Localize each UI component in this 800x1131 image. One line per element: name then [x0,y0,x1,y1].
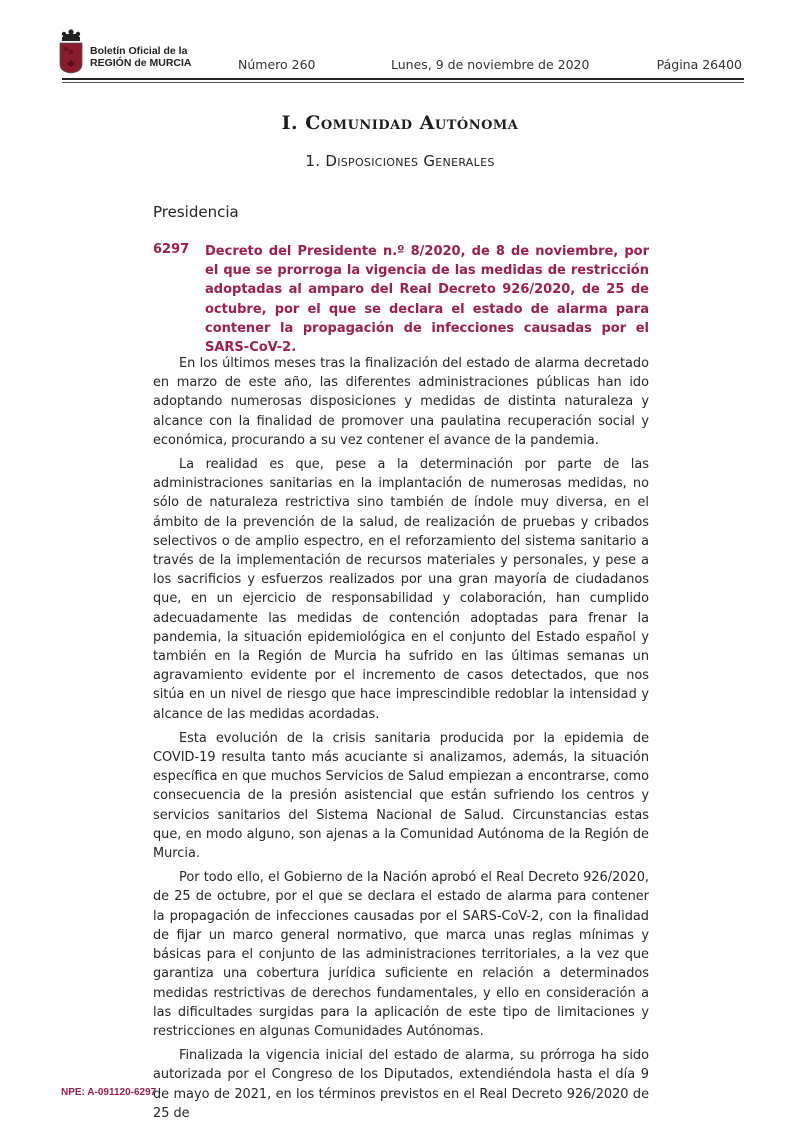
paragraph: Por todo ello, el Gobierno de la Nación aprobó el Real Decreto 926/2020, de 25 de octubre, por el que se declara el estado de alarma para contener la propagación de infecciones causadas por el SARS-CoV-2, con la finalidad de fijar un marco general normativo, que marca unas reglas mínimas y básicas para el conjunto de las administraciones territoriales, a la vez que garantiza una cobertura jurídica suficiente en relación a determinados medidas restrictivas de derechos fundamentales, y ello en consideración a las dificultades surgidas para la aplicación de este tipo de limitaciones y restricciones en algunas Comunidades Autónomas. [153,870,649,1039]
decree-title: Decreto del Presidente n.º 8/2020, de 8 de noviembre, por el que se prorroga la vigencia de las medidas de restricción adoptadas al amparo del Real Decreto 926/2020, de 25 de octubre, por el que se declara el estado de alarma para contener la propagación de infecciones causadas por el SARS-CoV-2. [205,244,649,356]
brand-line1: Boletín Oficial de la [90,45,188,57]
page-number: Página 26400 [656,57,742,72]
paragraph: La realidad es que, pese a la determinación por parte de las administraciones sanitarias en la implantación de numerosas medidas, no sólo de naturaleza restrictiva sino también de índole muy diversa, en el ámbito de la prevención de la salud, de realización de pruebas y cribados selectivos o de amplio espectro, en el reforzamiento del sistema sanitario a través de la implementación de recursos materiales y personales, y pese a los sacrificios y esfuerzos realizados por una gran mayoría de ciudadanos que, en un ejercicio de responsabilidad y colaboración, han cumplido adecuadamente las medidas de contención adoptadas para frenar la pandemia, la situación epidemiológica en el conjunto del Estado español y también en la Región de Murcia ha sufrido en las últimas semanas un agravamiento evidente por el incremento de casos detectados, que nos sitúa en un nivel de riesgo que hace imprescindible redoblar la intensidad y alcance de las medidas acordadas. [153,457,649,722]
paragraph: En los últimos meses tras la finalización del estado de alarma decretado en marzo de este año, las diferentes administraciones públicas han ido adoptando numerosas disposiciones y medidas de distinta naturaleza y alcance con la finalidad de promover una paulatina recuperación social y económica, procurando a su vez contener el avance de la pandemia. [153,356,649,448]
brand-line2: REGIÓN de MURCIA [90,57,192,69]
decree-number: 6297 [153,242,190,257]
paragraph: Esta evolución de la crisis sanitaria producida por la epidemia de COVID-19 resulta tanto más acuciante si analizamos, además, la situación específica en que muchos Servicios de Salud empiezan a encontrarse, como consecuencia de la presión asistencial que están sufriendo los centros y servicios sanitarios del Sistema Nacional de Salud. Circunstancias estas que, en modo alguno, son ajenas a la Comunidad Autónoma de la Región de Murcia. [153,730,649,862]
issue-number: Número 260 [238,57,316,72]
decree-body [153,354,649,1128]
header-rule-thick [62,78,744,80]
page-header [58,28,744,78]
gazette-brand [90,45,192,69]
npe-code: NPE: A-091120-6297 [61,1087,157,1098]
issue-date: Lunes, 9 de noviembre de 2020 [391,57,590,72]
header-rule-thin [62,82,744,83]
subsection-title: 1. Disposiciones Generales [305,152,495,170]
section-title: I. Comunidad Autónoma [281,112,519,134]
organization: Presidencia [153,203,239,221]
paragraph: Finalizada la vigencia inicial del estado de alarma, su prórroga ha sido autorizada por el Congreso de los Diputados, extendiéndola hasta el día 9 de mayo de 2021, en los términos previstos en el Real Decreto 926/2020 de 25 de [153,1048,649,1121]
coat-of-arms-icon [58,28,84,74]
